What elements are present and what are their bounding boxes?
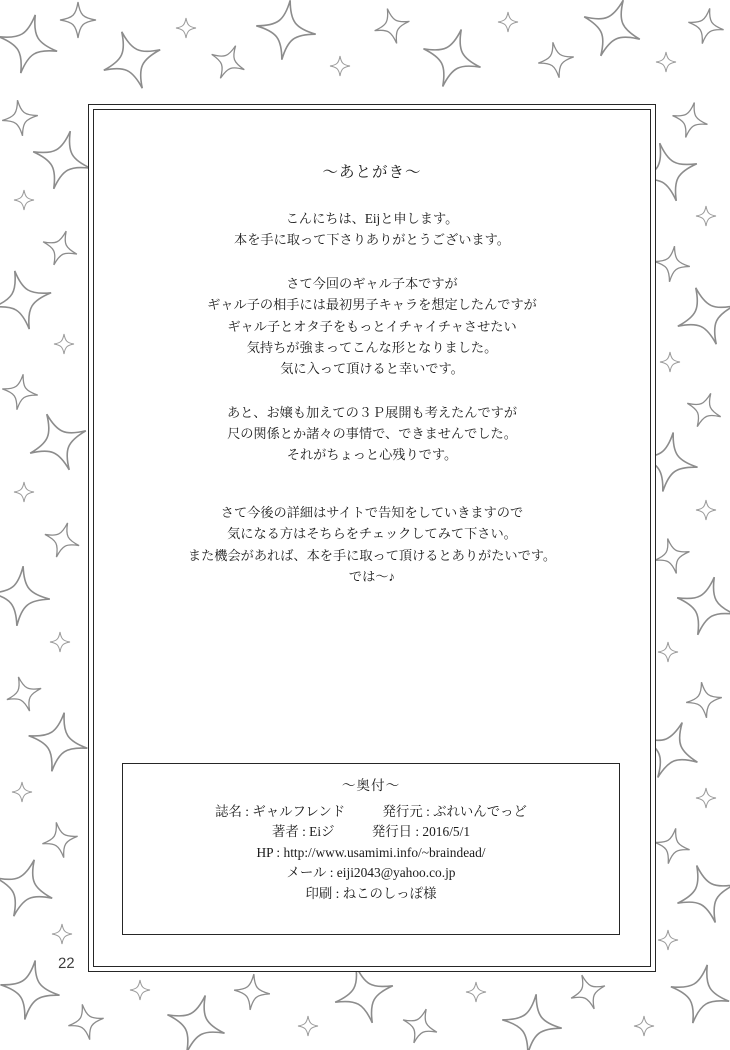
afterword-section bbox=[89, 160, 655, 587]
afterword-paragraph-2 bbox=[89, 273, 655, 380]
colophon-printer: 印刷 : ねこのしっぽ様 bbox=[305, 885, 437, 901]
afterword-line: 本を手に取って下さりありがとうございます。 bbox=[234, 232, 510, 248]
colophon-author: 著者 : Eiジ bbox=[271, 824, 335, 840]
colophon-email: メール : eiji2043@yahoo.co.jp bbox=[286, 865, 456, 881]
colophon-publisher: 発行元 : ぶれいんでっど bbox=[382, 804, 527, 819]
afterword-title: ～あとがき～ bbox=[322, 164, 422, 181]
colophon-row-title bbox=[123, 802, 619, 822]
colophon-row-homepage bbox=[123, 843, 619, 863]
page-number: 22 bbox=[57, 954, 75, 973]
colophon-row-printer bbox=[123, 884, 619, 904]
colophon-title: ～奥付～ bbox=[341, 778, 401, 793]
afterword-line: あと、お嬢も加えての３Ｐ展開も考えたんですが bbox=[226, 404, 518, 420]
colophon-book-title: 誌名 : ギャルフレンド bbox=[215, 804, 346, 819]
colophon-row-author bbox=[123, 822, 619, 842]
afterword-line: ギャル子の相手には最初男子キャラを想定したんですが bbox=[207, 297, 537, 313]
afterword-line: では～♪ bbox=[348, 568, 396, 584]
afterword-line: それがちょっと心残りです。 bbox=[286, 447, 458, 463]
afterword-paragraph-4 bbox=[89, 502, 655, 588]
afterword-line: 気になる方はそちらをチェックしてみて下さい。 bbox=[227, 526, 517, 542]
afterword-line: ギャル子とオタ子をもっとイチャイチャさせたい bbox=[227, 318, 517, 334]
afterword-paragraph-3 bbox=[89, 402, 655, 466]
afterword-line: 気持ちが強まってこんな形となりました。 bbox=[246, 339, 498, 355]
colophon-row-mail bbox=[123, 863, 619, 883]
afterword-line: 気に入って頂けると幸いです。 bbox=[280, 361, 464, 377]
afterword-line: さて今回のギャル子本ですが bbox=[286, 275, 458, 291]
content-frame bbox=[88, 104, 656, 972]
afterword-line: 尺の関係とか諸々の事情で、できませんでした。 bbox=[227, 426, 517, 441]
colophon-rows bbox=[123, 802, 619, 904]
colophon-homepage-url: HP : http://www.usamimi.info/~braindead/ bbox=[256, 844, 486, 860]
afterword-line: こんにちは、Eijと申します。 bbox=[285, 211, 459, 226]
afterword-paragraph-1 bbox=[89, 208, 655, 251]
colophon-publish-date: 発行日 : 2016/5/1 bbox=[371, 824, 471, 840]
afterword-line: また機会があれば、本を手に取って頂けるとありがたいです。 bbox=[187, 547, 557, 563]
colophon-box bbox=[122, 763, 620, 935]
afterword-line: さて今後の詳細はサイトで告知をしていきますので bbox=[220, 504, 524, 520]
